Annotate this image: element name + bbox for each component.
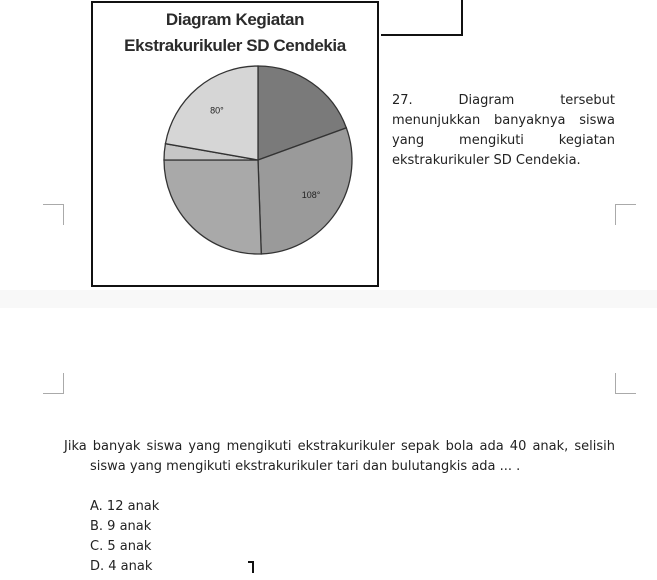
- question-line-2: siswa yang mengikuti ekstrakurikuler tari dan bulutangkis ada ... .: [90, 459, 521, 474]
- question-line-1: Jika banyak siswa yang mengikuti ekstrakurikuler sepak bola ada 40 anak, selisih: [64, 439, 615, 454]
- option-c[interactable]: C. 5 anak: [90, 539, 152, 554]
- pie-slice-3: [164, 160, 261, 254]
- small-corner-mark: [248, 561, 254, 573]
- chart-title-line1: Diagram Kegiatan: [165, 10, 305, 29]
- question-main: [64, 437, 615, 477]
- crop-mark-bottom-left: [43, 373, 64, 394]
- option-d[interactable]: D. 4 anak: [90, 559, 153, 574]
- chart-title-line2: Ekstrakurikuler SD Cendekia: [124, 36, 346, 55]
- page-gap: [0, 290, 657, 308]
- pie-chart: [93, 3, 377, 285]
- crop-mark-top-left: [43, 204, 64, 225]
- question-side-text: 27. Diagram tersebut menunjukkan banyaknya siswa yang mengikuti kegiatan ekstrakurikuler SD Cendekia.: [392, 93, 615, 168]
- corner-box: [381, 0, 463, 36]
- pie-slice-label-2: 108°: [301, 190, 321, 201]
- crop-mark-top-right: [615, 204, 636, 225]
- crop-mark-bottom-right: [615, 373, 636, 394]
- pie-slice-label-5: 80°: [210, 105, 224, 116]
- option-b[interactable]: B. 9 anak: [90, 519, 152, 534]
- chart-figure: [91, 1, 379, 287]
- answer-options: [90, 497, 159, 577]
- option-a[interactable]: A. 12 anak: [90, 499, 160, 514]
